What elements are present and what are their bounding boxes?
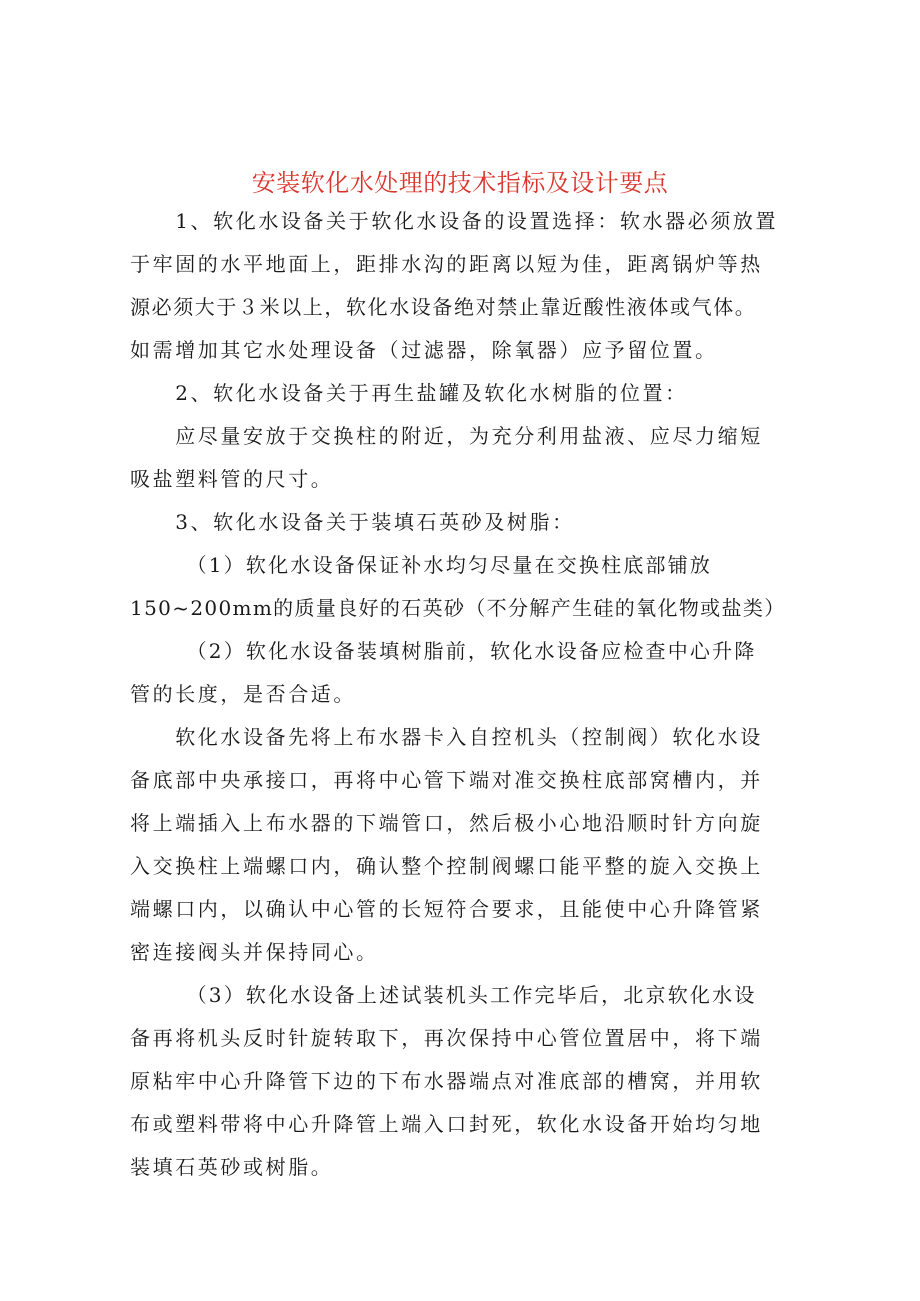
paragraph-line: 将上端插入上布水器的下端管口，然后极小心地沿顺时针方向旋 — [130, 811, 763, 835]
paragraph-line: 备再将机头反时针旋转取下，再次保持中心管位置居中，将下端 — [130, 1026, 763, 1050]
paragraph-line: 密连接阀头并保持同心。 — [130, 940, 379, 964]
paragraph-line: 1、软化水设备关于软化水设备的设置选择：软水器必须放置 — [130, 209, 779, 233]
paragraph-line: 150~200mm的质量良好的石英砂（不分解产生硅的氧化物或盐类） — [130, 596, 786, 620]
paragraph-line: 备底部中央承接口，再将中心管下端对准交换柱底部窝槽内，并 — [130, 768, 763, 792]
document-body — [130, 200, 790, 1189]
paragraph-line: 入交换柱上端螺口内，确认整个控制阀螺口能平整的旋入交换上 — [130, 854, 763, 878]
paragraph-line: （3）软化水设备上述试装机头工作完毕后，北京软化水设 — [130, 983, 757, 1007]
paragraph-line: 布或塑料带将中心升降管上端入口封死，软化水设备开始均匀地 — [130, 1112, 763, 1136]
paragraph-line: （1）软化水设备保证补水均匀尽量在交换柱底部铺放 — [130, 553, 713, 577]
paragraph-line: 应尽量安放于交换柱的附近，为充分利用盐液、应尽力缩短 — [130, 424, 763, 448]
paragraph-line: 3、软化水设备关于装填石英砂及树脂： — [130, 510, 575, 534]
paragraph-line: 原粘牢中心升降管下边的下布水器端点对准底部的槽窝，并用软 — [130, 1069, 763, 1093]
paragraph-line: 装填石英砂或树脂。 — [130, 1155, 334, 1179]
paragraph-line: 于牢固的水平地面上，距排水沟的距离以短为佳，距离锅炉等热 — [130, 252, 763, 276]
paragraph-line: 2、软化水设备关于再生盐罐及软化水树脂的位置： — [130, 381, 688, 405]
paragraph-line: 管的长度，是否合适。 — [130, 682, 356, 706]
paragraph-line: 如需增加其它水处理设备（过滤器，除氧器）应予留位置。 — [130, 338, 718, 362]
paragraph-line: 软化水设备先将上布水器卡入自控机头（控制阀）软化水设 — [130, 725, 763, 749]
paragraph-line: （2）软化水设备装填树脂前，软化水设备应检查中心升降 — [130, 639, 757, 663]
paragraph-line: 源必须大于３米以上，软化水设备绝对禁止靠近酸性液体或气体。 — [130, 295, 757, 319]
document-title: 安装软化水处理的技术指标及设计要点 — [251, 169, 669, 197]
paragraph-line: 吸盐塑料管的尺寸。 — [130, 467, 334, 491]
paragraph-line: 端螺口内，以确认中心管的长短符合要求，且能使中心升降管紧 — [130, 897, 763, 921]
